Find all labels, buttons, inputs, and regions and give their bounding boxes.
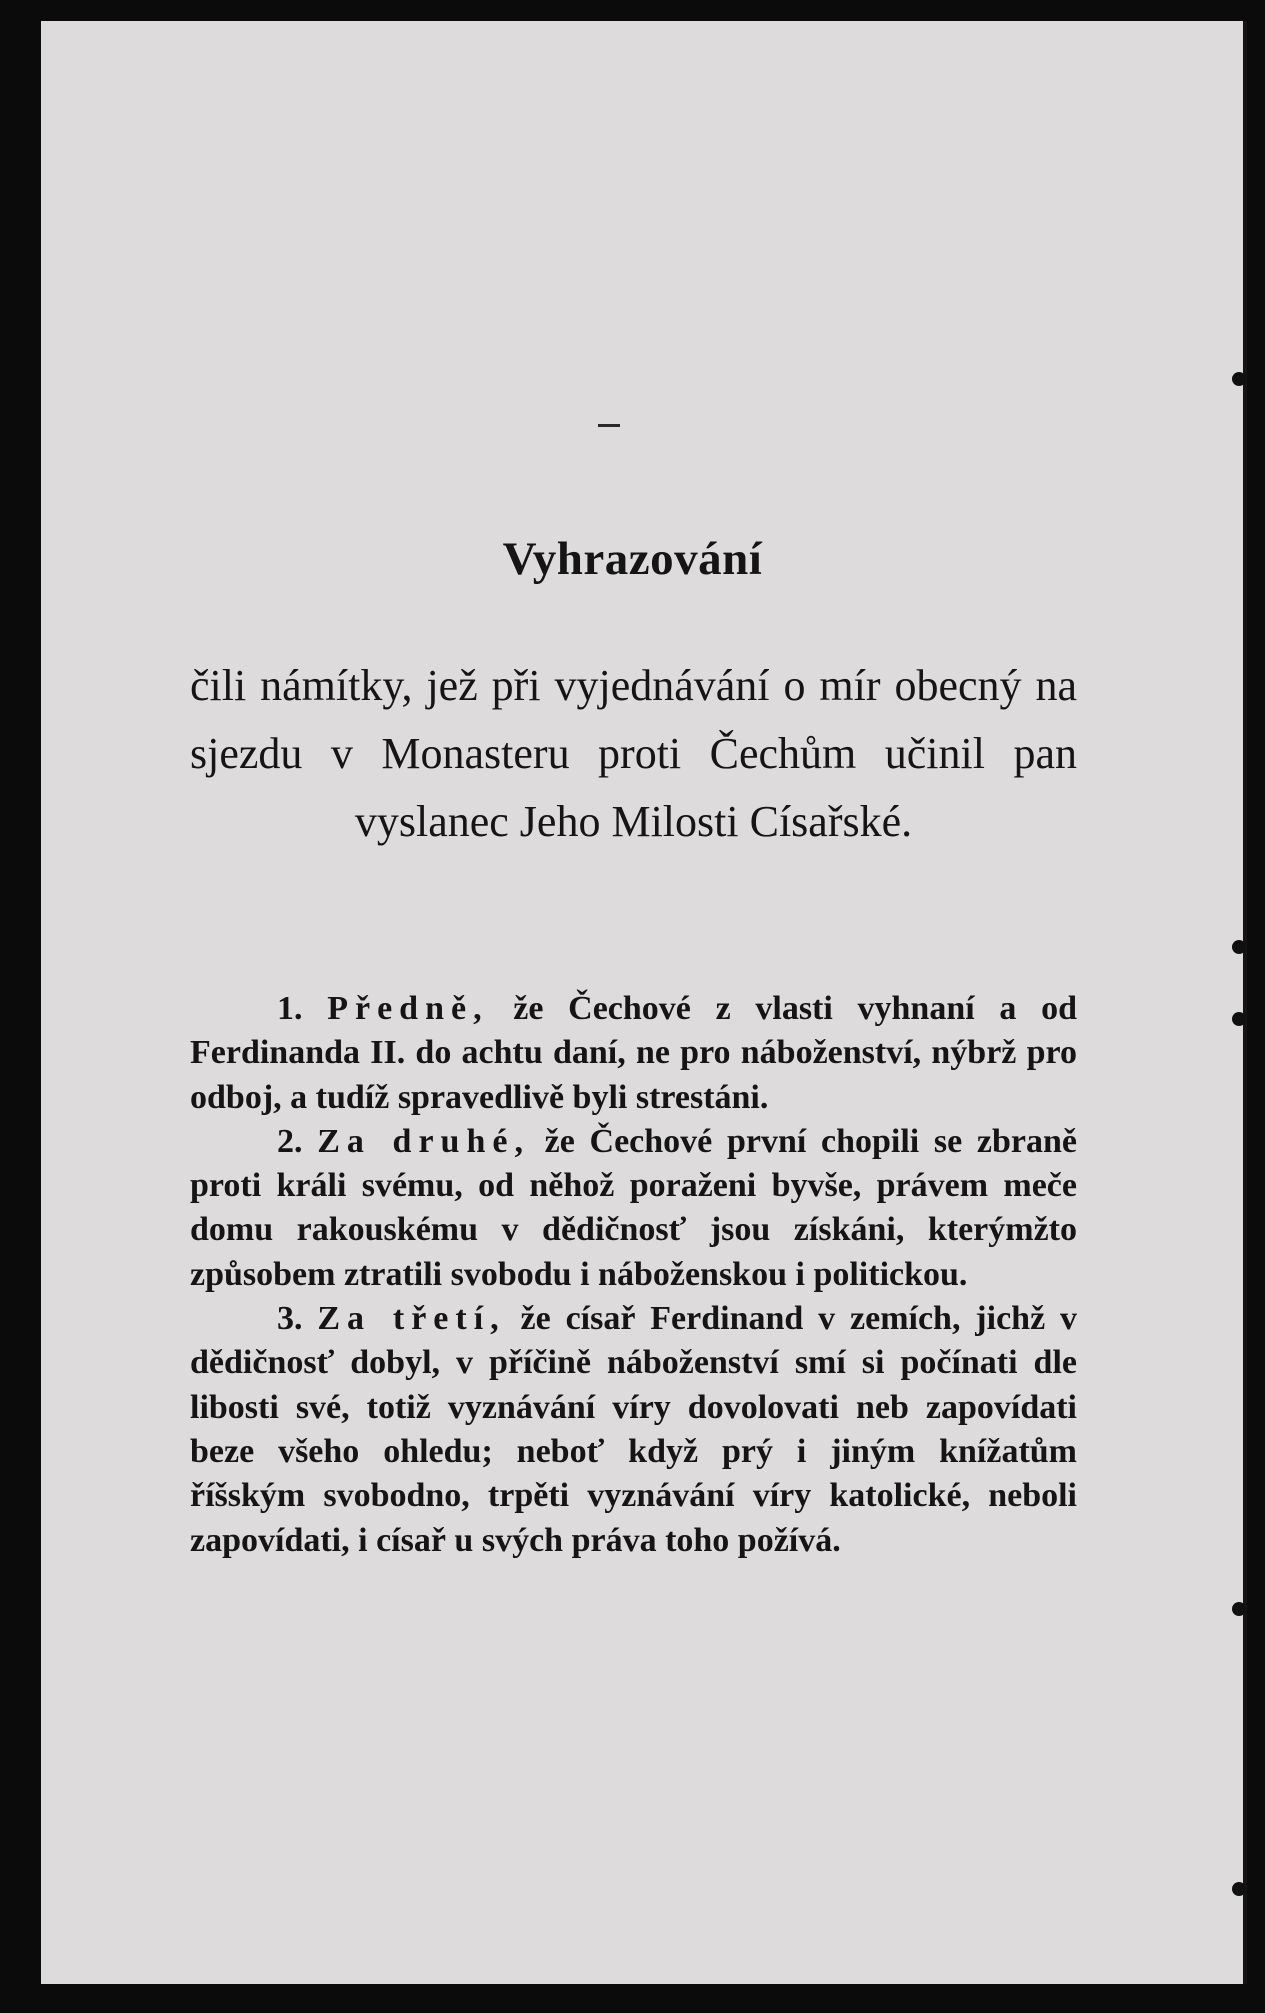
binding-mark — [1232, 1012, 1246, 1026]
objection-item-2 — [190, 1120, 1077, 1297]
item-text: že Čechové první chopili se zbraně proti králi svému, od něhož poraženi byvše, právem meče domu rakouskému v dědičnosť jsou získáni, kterýmžto způsobem ztratili svobodu i náboženskou i politickou. — [190, 1122, 1078, 1293]
binding-mark — [1232, 940, 1246, 954]
document-subtitle: čili námítky, jež při vyjednávání o mír obecný na sjezdu v Monasteru proti Čechům učinil pan vyslanec Jeho Milosti Císařské. — [190, 661, 1077, 846]
item-number: 1. — [277, 990, 303, 1027]
item-label: Předně, — [327, 990, 489, 1027]
objections-list — [190, 987, 1077, 1563]
item-label: Za druhé, — [317, 1122, 530, 1160]
item-label: Za třetí, — [317, 1300, 506, 1338]
item-text: že Čechové z vlasti vyhnaní a od Ferdinanda II. do achtu daní, ne pro náboženství, nýbrž pro odboj, a tudíž spravedlivě byli strestáni. — [190, 990, 1077, 1116]
binding-mark — [1232, 1882, 1246, 1896]
item-text: že císař Ferdinand v zemích, jichž v dědičnosť dobyl, v příčině náboženství smí si počínati dle libosti své, totiž vyznávání víry dovolovati neb zapovídati beze všeho ohledu; neboť když prý i jiným knížatům říšským svobodno, trpěti vyznávání víry katolické, neboli zapovídati, i císař u svých práva toho požívá. — [190, 1300, 1078, 1559]
binding-mark — [1232, 1602, 1246, 1616]
printer-dash-mark — [598, 424, 620, 427]
item-number: 2. — [277, 1122, 303, 1160]
objection-item-1 — [190, 987, 1077, 1120]
item-number: 3. — [277, 1300, 303, 1338]
binding-mark — [1232, 372, 1246, 386]
document-title: Vyhrazování — [502, 533, 763, 585]
objection-item-3 — [190, 1297, 1077, 1563]
page-edge-strip — [1243, 21, 1247, 1984]
